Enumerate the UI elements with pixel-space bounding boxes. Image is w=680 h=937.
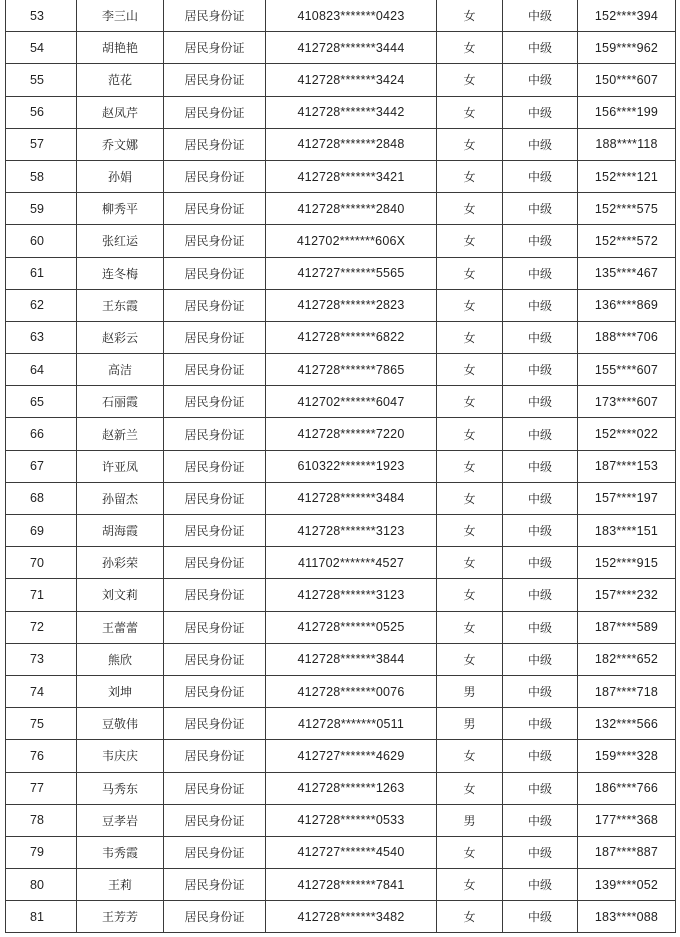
person-name-cell: 李三山 — [77, 0, 164, 32]
id-type-cell: 居民身份证 — [164, 354, 266, 386]
person-name-cell: 石丽霞 — [77, 386, 164, 418]
row-number-cell: 58 — [6, 160, 77, 192]
id-number-cell: 412702*******606X — [266, 225, 437, 257]
level-cell: 中级 — [503, 611, 578, 643]
person-name-cell: 张红运 — [77, 225, 164, 257]
row-number-cell: 79 — [6, 836, 77, 868]
table-row — [6, 321, 676, 353]
row-number-cell: 57 — [6, 128, 77, 160]
table-row — [6, 32, 676, 64]
level-cell: 中级 — [503, 547, 578, 579]
person-name-cell: 刘文莉 — [77, 579, 164, 611]
id-type-cell: 居民身份证 — [164, 193, 266, 225]
table-row — [6, 772, 676, 804]
roster-table — [5, 0, 676, 933]
id-type-cell: 居民身份证 — [164, 418, 266, 450]
id-number-cell: 411702*******4527 — [266, 547, 437, 579]
id-number-cell: 412728*******7220 — [266, 418, 437, 450]
level-cell: 中级 — [503, 160, 578, 192]
row-number-cell: 76 — [6, 740, 77, 772]
row-number-cell: 56 — [6, 96, 77, 128]
id-number-cell: 412728*******1263 — [266, 772, 437, 804]
row-number-cell: 68 — [6, 482, 77, 514]
phone-number-cell: 150****607 — [578, 64, 676, 96]
id-type-cell: 居民身份证 — [164, 901, 266, 933]
table-row — [6, 643, 676, 675]
person-name-cell: 连冬梅 — [77, 257, 164, 289]
phone-number-cell: 152****575 — [578, 193, 676, 225]
id-number-cell: 412728*******3123 — [266, 515, 437, 547]
person-name-cell: 柳秀平 — [77, 193, 164, 225]
level-cell: 中级 — [503, 96, 578, 128]
gender-cell: 女 — [437, 321, 503, 353]
id-type-cell: 居民身份证 — [164, 515, 266, 547]
level-cell: 中级 — [503, 901, 578, 933]
level-cell: 中级 — [503, 128, 578, 160]
row-number-cell: 61 — [6, 257, 77, 289]
row-number-cell: 53 — [6, 0, 77, 32]
person-name-cell: 范花 — [77, 64, 164, 96]
table-bottom-border — [5, 932, 675, 933]
phone-number-cell: 152****572 — [578, 225, 676, 257]
id-number-cell: 412728*******0076 — [266, 675, 437, 707]
gender-cell: 男 — [437, 708, 503, 740]
level-cell: 中级 — [503, 225, 578, 257]
gender-cell: 女 — [437, 289, 503, 321]
level-cell: 中级 — [503, 64, 578, 96]
row-number-cell: 81 — [6, 901, 77, 933]
level-cell: 中级 — [503, 450, 578, 482]
level-cell: 中级 — [503, 515, 578, 547]
id-number-cell: 412728*******3442 — [266, 96, 437, 128]
phone-number-cell: 157****197 — [578, 482, 676, 514]
level-cell: 中级 — [503, 193, 578, 225]
phone-number-cell: 183****088 — [578, 901, 676, 933]
id-number-cell: 412727*******5565 — [266, 257, 437, 289]
phone-number-cell: 159****328 — [578, 740, 676, 772]
table-row — [6, 482, 676, 514]
gender-cell: 女 — [437, 515, 503, 547]
person-name-cell: 乔文娜 — [77, 128, 164, 160]
table-row — [6, 128, 676, 160]
row-number-cell: 64 — [6, 354, 77, 386]
gender-cell: 女 — [437, 160, 503, 192]
gender-cell: 女 — [437, 901, 503, 933]
person-name-cell: 孙留杰 — [77, 482, 164, 514]
phone-number-cell: 155****607 — [578, 354, 676, 386]
table-row — [6, 225, 676, 257]
table-row — [6, 740, 676, 772]
person-name-cell: 王芳芳 — [77, 901, 164, 933]
id-type-cell: 居民身份证 — [164, 740, 266, 772]
id-number-cell: 412728*******0533 — [266, 804, 437, 836]
row-number-cell: 72 — [6, 611, 77, 643]
id-number-cell: 412728*******3844 — [266, 643, 437, 675]
person-name-cell: 王东霞 — [77, 289, 164, 321]
person-name-cell: 胡艳艳 — [77, 32, 164, 64]
table-row — [6, 675, 676, 707]
id-type-cell: 居民身份证 — [164, 225, 266, 257]
id-type-cell: 居民身份证 — [164, 128, 266, 160]
table-row — [6, 869, 676, 901]
id-type-cell: 居民身份证 — [164, 547, 266, 579]
level-cell: 中级 — [503, 386, 578, 418]
person-name-cell: 豆敬伟 — [77, 708, 164, 740]
id-number-cell: 412728*******3482 — [266, 901, 437, 933]
row-number-cell: 62 — [6, 289, 77, 321]
phone-number-cell: 183****151 — [578, 515, 676, 547]
table-row — [6, 96, 676, 128]
id-type-cell: 居民身份证 — [164, 0, 266, 32]
id-type-cell: 居民身份证 — [164, 804, 266, 836]
level-cell: 中级 — [503, 740, 578, 772]
id-number-cell: 412727*******4629 — [266, 740, 437, 772]
level-cell: 中级 — [503, 836, 578, 868]
table-row — [6, 579, 676, 611]
gender-cell: 女 — [437, 611, 503, 643]
phone-number-cell: 152****121 — [578, 160, 676, 192]
person-name-cell: 赵新兰 — [77, 418, 164, 450]
phone-number-cell: 135****467 — [578, 257, 676, 289]
row-number-cell: 70 — [6, 547, 77, 579]
id-number-cell: 412728*******0525 — [266, 611, 437, 643]
person-name-cell: 许亚凤 — [77, 450, 164, 482]
person-name-cell: 韦秀霞 — [77, 836, 164, 868]
id-number-cell: 412728*******2848 — [266, 128, 437, 160]
id-type-cell: 居民身份证 — [164, 96, 266, 128]
gender-cell: 女 — [437, 547, 503, 579]
id-number-cell: 412728*******6822 — [266, 321, 437, 353]
gender-cell: 男 — [437, 804, 503, 836]
id-number-cell: 412728*******2823 — [266, 289, 437, 321]
id-number-cell: 412728*******3484 — [266, 482, 437, 514]
level-cell: 中级 — [503, 675, 578, 707]
row-number-cell: 60 — [6, 225, 77, 257]
person-name-cell: 胡海霞 — [77, 515, 164, 547]
gender-cell: 女 — [437, 257, 503, 289]
id-number-cell: 412728*******2840 — [266, 193, 437, 225]
phone-number-cell: 132****566 — [578, 708, 676, 740]
id-type-cell: 居民身份证 — [164, 64, 266, 96]
id-number-cell: 412728*******3421 — [266, 160, 437, 192]
gender-cell: 女 — [437, 96, 503, 128]
id-number-cell: 412728*******3444 — [266, 32, 437, 64]
table-row — [6, 418, 676, 450]
row-number-cell: 55 — [6, 64, 77, 96]
id-number-cell: 412728*******3424 — [266, 64, 437, 96]
row-number-cell: 71 — [6, 579, 77, 611]
level-cell: 中级 — [503, 321, 578, 353]
phone-number-cell: 186****766 — [578, 772, 676, 804]
id-type-cell: 居民身份证 — [164, 869, 266, 901]
id-type-cell: 居民身份证 — [164, 579, 266, 611]
level-cell: 中级 — [503, 643, 578, 675]
phone-number-cell: 182****652 — [578, 643, 676, 675]
phone-number-cell: 159****962 — [578, 32, 676, 64]
id-type-cell: 居民身份证 — [164, 643, 266, 675]
level-cell: 中级 — [503, 32, 578, 64]
person-name-cell: 孙彩荣 — [77, 547, 164, 579]
level-cell: 中级 — [503, 772, 578, 804]
level-cell: 中级 — [503, 257, 578, 289]
table-row — [6, 450, 676, 482]
phone-number-cell: 157****232 — [578, 579, 676, 611]
gender-cell: 女 — [437, 64, 503, 96]
id-number-cell: 412728*******7841 — [266, 869, 437, 901]
gender-cell: 女 — [437, 386, 503, 418]
level-cell: 中级 — [503, 482, 578, 514]
person-name-cell: 王莉 — [77, 869, 164, 901]
row-number-cell: 66 — [6, 418, 77, 450]
phone-number-cell: 187****887 — [578, 836, 676, 868]
table-row — [6, 708, 676, 740]
id-number-cell: 410823*******0423 — [266, 0, 437, 32]
id-type-cell: 居民身份证 — [164, 257, 266, 289]
level-cell: 中级 — [503, 0, 578, 32]
table-row — [6, 386, 676, 418]
id-type-cell: 居民身份证 — [164, 160, 266, 192]
row-number-cell: 78 — [6, 804, 77, 836]
person-name-cell: 马秀东 — [77, 772, 164, 804]
phone-number-cell: 173****607 — [578, 386, 676, 418]
id-type-cell: 居民身份证 — [164, 772, 266, 804]
id-type-cell: 居民身份证 — [164, 289, 266, 321]
id-number-cell: 412728*******3123 — [266, 579, 437, 611]
table-row — [6, 257, 676, 289]
person-name-cell: 王蕾蕾 — [77, 611, 164, 643]
person-name-cell: 赵彩云 — [77, 321, 164, 353]
phone-number-cell: 136****869 — [578, 289, 676, 321]
table-body — [6, 0, 676, 933]
phone-number-cell: 188****706 — [578, 321, 676, 353]
gender-cell: 女 — [437, 225, 503, 257]
gender-cell: 女 — [437, 32, 503, 64]
row-number-cell: 54 — [6, 32, 77, 64]
id-number-cell: 610322*******1923 — [266, 450, 437, 482]
table-row — [6, 547, 676, 579]
id-type-cell: 居民身份证 — [164, 32, 266, 64]
table-row — [6, 160, 676, 192]
row-number-cell: 74 — [6, 675, 77, 707]
gender-cell: 女 — [437, 772, 503, 804]
phone-number-cell: 152****394 — [578, 0, 676, 32]
phone-number-cell: 187****153 — [578, 450, 676, 482]
phone-number-cell: 177****368 — [578, 804, 676, 836]
person-name-cell: 孙娟 — [77, 160, 164, 192]
row-number-cell: 73 — [6, 643, 77, 675]
table-row — [6, 354, 676, 386]
gender-cell: 女 — [437, 450, 503, 482]
phone-number-cell: 139****052 — [578, 869, 676, 901]
id-type-cell: 居民身份证 — [164, 611, 266, 643]
id-type-cell: 居民身份证 — [164, 450, 266, 482]
gender-cell: 女 — [437, 836, 503, 868]
row-number-cell: 67 — [6, 450, 77, 482]
table-row — [6, 289, 676, 321]
table-row — [6, 804, 676, 836]
phone-number-cell: 188****118 — [578, 128, 676, 160]
level-cell: 中级 — [503, 354, 578, 386]
gender-cell: 女 — [437, 418, 503, 450]
person-name-cell: 韦庆庆 — [77, 740, 164, 772]
id-type-cell: 居民身份证 — [164, 321, 266, 353]
id-type-cell: 居民身份证 — [164, 386, 266, 418]
gender-cell: 女 — [437, 643, 503, 675]
id-type-cell: 居民身份证 — [164, 675, 266, 707]
phone-number-cell: 187****718 — [578, 675, 676, 707]
row-number-cell: 65 — [6, 386, 77, 418]
table-row — [6, 0, 676, 32]
gender-cell: 女 — [437, 354, 503, 386]
gender-cell: 女 — [437, 193, 503, 225]
phone-number-cell: 152****915 — [578, 547, 676, 579]
gender-cell: 女 — [437, 579, 503, 611]
row-number-cell: 63 — [6, 321, 77, 353]
table-row — [6, 193, 676, 225]
person-name-cell: 熊欣 — [77, 643, 164, 675]
row-number-cell: 69 — [6, 515, 77, 547]
id-number-cell: 412728*******0511 — [266, 708, 437, 740]
person-name-cell: 刘坤 — [77, 675, 164, 707]
level-cell: 中级 — [503, 708, 578, 740]
phone-number-cell: 152****022 — [578, 418, 676, 450]
id-type-cell: 居民身份证 — [164, 708, 266, 740]
table-row — [6, 515, 676, 547]
table-row — [6, 64, 676, 96]
level-cell: 中级 — [503, 289, 578, 321]
id-type-cell: 居民身份证 — [164, 836, 266, 868]
row-number-cell: 59 — [6, 193, 77, 225]
level-cell: 中级 — [503, 418, 578, 450]
phone-number-cell: 187****589 — [578, 611, 676, 643]
level-cell: 中级 — [503, 579, 578, 611]
person-name-cell: 豆孝岩 — [77, 804, 164, 836]
id-number-cell: 412728*******7865 — [266, 354, 437, 386]
gender-cell: 女 — [437, 0, 503, 32]
table-row — [6, 836, 676, 868]
person-name-cell: 高洁 — [77, 354, 164, 386]
level-cell: 中级 — [503, 804, 578, 836]
row-number-cell: 77 — [6, 772, 77, 804]
phone-number-cell: 156****199 — [578, 96, 676, 128]
level-cell: 中级 — [503, 869, 578, 901]
row-number-cell: 80 — [6, 869, 77, 901]
row-number-cell: 75 — [6, 708, 77, 740]
gender-cell: 女 — [437, 128, 503, 160]
id-number-cell: 412727*******4540 — [266, 836, 437, 868]
table-row — [6, 611, 676, 643]
gender-cell: 女 — [437, 740, 503, 772]
person-name-cell: 赵凤芹 — [77, 96, 164, 128]
id-number-cell: 412702*******6047 — [266, 386, 437, 418]
table-row — [6, 901, 676, 933]
id-type-cell: 居民身份证 — [164, 482, 266, 514]
gender-cell: 男 — [437, 675, 503, 707]
gender-cell: 女 — [437, 482, 503, 514]
gender-cell: 女 — [437, 869, 503, 901]
